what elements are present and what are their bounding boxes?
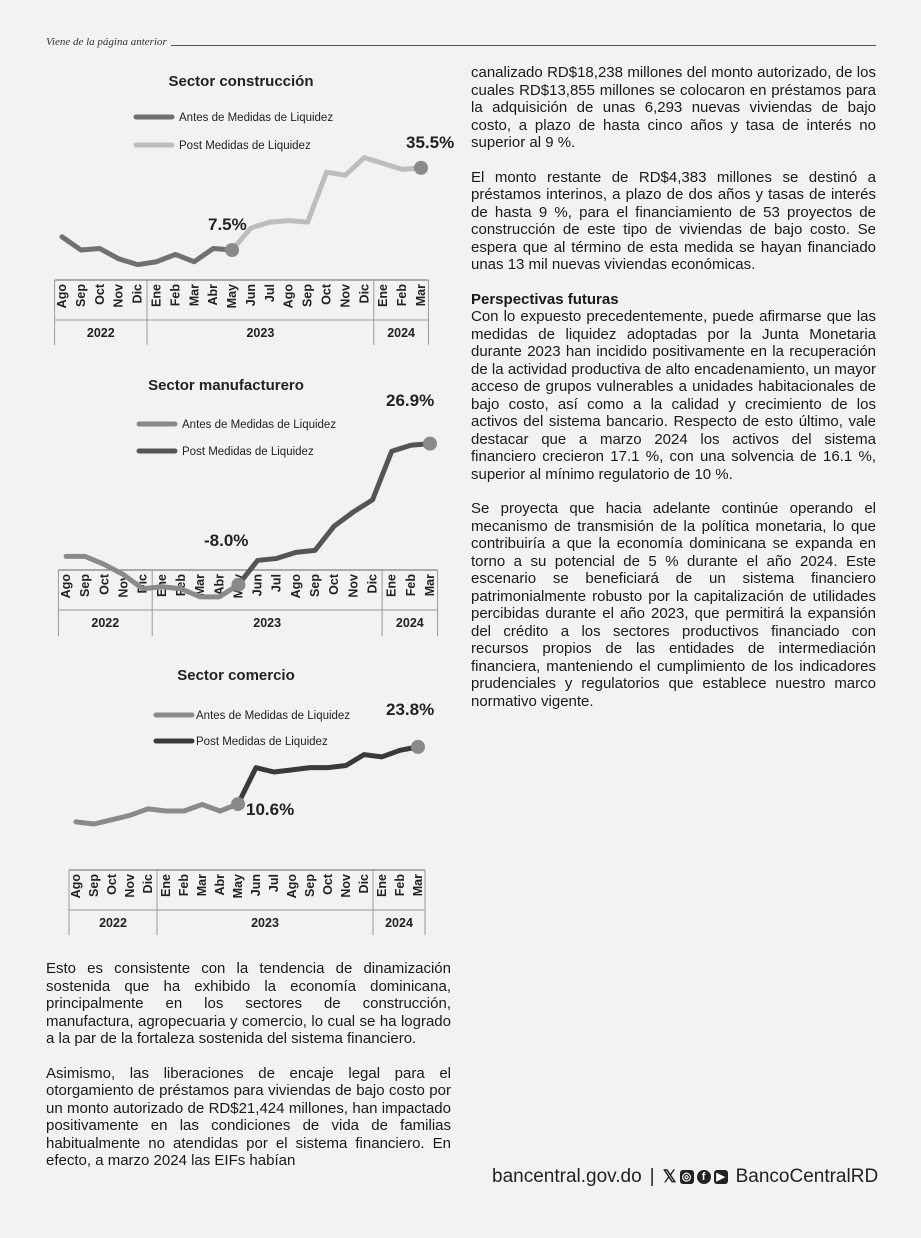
x-tick-label: Ago: [288, 574, 303, 599]
x-tick-label: Mar: [195, 874, 209, 897]
x-icon[interactable]: 𝕏: [662, 1167, 677, 1186]
legend-label-before: Antes de Medidas de Liquidez: [182, 419, 337, 431]
x-tick-label: Mar: [193, 574, 208, 597]
x-tick-label: Sep: [303, 874, 317, 897]
facebook-icon[interactable]: f: [697, 1170, 711, 1184]
left-column-text: [46, 960, 451, 1187]
legend-label-before: Antes de Medidas de Liquidez: [179, 112, 334, 124]
x-tick-label: Jun: [243, 284, 258, 307]
series-line: [238, 444, 430, 585]
x-tick-label: Nov: [116, 574, 131, 598]
year-label: 2024: [387, 326, 416, 340]
site-link[interactable]: bancentral.gov.do: [492, 1166, 642, 1187]
social-icons: [662, 1167, 728, 1186]
x-tick-label: Ene: [384, 574, 399, 597]
data-point-marker: [423, 437, 437, 451]
data-point-marker: [414, 161, 428, 175]
x-tick-label: Mar: [411, 874, 425, 897]
footer-separator: |: [649, 1166, 655, 1187]
x-tick-label: Abr: [206, 284, 221, 306]
x-tick-label: Ene: [375, 874, 389, 897]
x-tick-label: Sep: [73, 284, 88, 307]
x-tick-label: Ago: [285, 874, 299, 899]
x-tick-label: Oct: [321, 874, 335, 895]
chart-sector-manufacturero: [46, 368, 436, 643]
section-heading: Perspectivas futuras: [471, 290, 619, 308]
x-tick-label: Nov: [339, 874, 353, 898]
x-tick-label: Jul: [269, 574, 284, 593]
x-tick-label: Jun: [250, 574, 265, 597]
x-tick-label: Mar: [414, 284, 428, 307]
x-tick-label: Jul: [262, 284, 277, 303]
x-tick-label: Ene: [149, 284, 164, 307]
x-tick-label: Feb: [395, 284, 410, 307]
data-point-marker: [411, 740, 425, 754]
x-tick-label: Oct: [105, 874, 119, 895]
legend-label-after: Post Medidas de Liquidez: [182, 446, 314, 458]
x-tick-label: Feb: [403, 574, 418, 597]
paragraph: Se proyecta que hacia adelante continúe operando el mecanismo de transmisión de la política monetaria, lo que contribuiría a que la economía dominicana se expanda en torno a su potencial de 5 % durante el año 2024. Este escenario se beneficiará de un sistema financiero patrimonialmente robusto por la capitalización de utilidades percibidas durante el año 2023, que permitirá la expansión del crédito a los sectores productivos financiado con recursos propios de las entidades de intermediación financiera, manteniendo el cumplimiento de los indicadores prudenciales y regulatorios que establece nuestro marco normativo vigente.: [471, 500, 876, 710]
chart-svg: [46, 62, 455, 352]
year-label: 2022: [99, 916, 127, 930]
chart-svg: [46, 660, 436, 940]
x-tick-label: Ene: [159, 874, 173, 897]
data-label-start: 10.6%: [246, 800, 295, 819]
series-line: [238, 747, 418, 804]
data-label-end: 26.9%: [386, 391, 435, 410]
x-tick-label: Dic: [130, 284, 145, 304]
page-header: [46, 36, 876, 50]
chart-title: Sector construcción: [168, 73, 314, 90]
x-tick-label: Abr: [213, 874, 227, 896]
year-label: 2024: [385, 916, 413, 930]
x-tick-label: Feb: [177, 874, 191, 897]
x-tick-label: May: [231, 874, 245, 899]
x-tick-label: Sep: [78, 574, 93, 597]
year-label: 2023: [246, 326, 275, 340]
x-tick-label: Abr: [212, 574, 227, 596]
x-tick-label: Dic: [357, 874, 371, 894]
x-tick-label: Sep: [87, 874, 101, 897]
x-tick-label: Sep: [308, 574, 323, 597]
data-label-end: 23.8%: [386, 700, 435, 719]
year-label: 2022: [86, 326, 115, 340]
x-tick-label: May: [225, 284, 240, 309]
x-tick-label: Feb: [168, 284, 183, 307]
x-tick-label: Jun: [249, 874, 263, 897]
x-tick-label: Ene: [154, 574, 169, 597]
right-column-text: [471, 64, 876, 727]
x-tick-label: Dic: [135, 574, 150, 594]
x-tick-label: Dic: [365, 574, 380, 594]
youtube-icon[interactable]: ▶: [714, 1170, 728, 1184]
x-tick-label: Nov: [123, 874, 137, 898]
x-tick-label: Feb: [393, 874, 407, 897]
data-label-start: -8.0%: [204, 531, 249, 550]
x-tick-label: Ene: [376, 284, 391, 307]
series-line: [232, 158, 421, 250]
legend-label-before: Antes de Medidas de Liquidez: [196, 710, 351, 722]
paragraph: El monto restante de RD$4,383 millones se destinó a préstamos interinos, a plazo de dos años y tasas de interés de hasta 9 %, para el financiamiento de 53 proyectos de construcción de este tipo de viviendas de bajo costo. Se espera que al término de esta medida se hayan financiado unas 13 mil nuevas viviendas económicas.: [471, 168, 876, 273]
x-tick-label: Oct: [319, 284, 334, 305]
x-tick-label: Dic: [141, 874, 155, 894]
x-tick-label: Jul: [267, 874, 281, 893]
paragraph: Con lo expuesto precedentemente, puede afirmarse que las medidas de liquidez adoptadas por la Junta Monetaria durante 2023 han incidido positivamente en la recuperación de la actividad productiva de alto encadenamiento, un mayor acceso de grupos vulnerables a unidades habitacionales de bajo costo, así como a la calidad y crecimiento de los activos del sistema bancario. Respecto de esto último, vale destacar que a marzo 2024 los activos del sistema financiero crecieron 17.1 %, con una solvencia de 16.1 %, superior al mínimo regulatorio de 10 %.: [471, 308, 876, 483]
x-tick-label: Mar: [187, 284, 202, 307]
data-label-end: 35.5%: [406, 133, 455, 152]
paragraph: Asimismo, las liberaciones de encaje legal para el otorgamiento de préstamos para viviendas de bajo costo por un monto autorizado de RD$21,424 millones, han impactado positivamente en las condiciones de vida de familias habitualmente no atendidas por el sistema financiero. En efecto, a marzo 2024 las EIFs habían: [46, 1064, 451, 1169]
x-tick-label: Sep: [300, 284, 315, 307]
x-tick-label: Ago: [59, 574, 73, 599]
data-point-marker: [231, 578, 245, 592]
legend-label-after: Post Medidas de Liquidez: [196, 736, 328, 748]
series-line: [62, 237, 232, 265]
x-tick-label: Nov: [111, 284, 126, 308]
x-tick-label: Dic: [357, 284, 372, 304]
x-tick-label: Nov: [346, 574, 361, 598]
x-tick-label: Nov: [338, 284, 353, 308]
chart-title: Sector manufacturero: [148, 377, 304, 394]
chart-sector-comercio: [46, 660, 436, 940]
data-label-start: 7.5%: [208, 215, 247, 234]
paragraph: canalizado RD$18,238 millones del monto autorizado, de los cuales RD$13,855 millones se colocaron en préstamos para la adquisición de unas 6,293 nuevas viviendas de bajo costo, a plazo de hasta cinco años y tasa de interés no superior al 9 %.: [471, 64, 876, 151]
x-tick-label: Oct: [92, 284, 107, 305]
data-point-marker: [231, 797, 245, 811]
x-tick-label: Ago: [69, 874, 83, 899]
year-label: 2023: [251, 916, 279, 930]
paragraph: Esto es consistente con la tendencia de dinamización sostenida que ha exhibido la economía dominicana, principalmente en los sectores de construcción, manufactura, agropecuaria y comercio, lo cual se ha logrado a la par de la fortaleza sostenida del sistema financiero.: [46, 960, 451, 1047]
year-label: 2022: [91, 616, 120, 630]
social-handle[interactable]: BancoCentralRD: [735, 1166, 879, 1187]
legend-label-after: Post Medidas de Liquidez: [179, 140, 311, 152]
chart-sector-construccion: [46, 62, 455, 352]
x-tick-label: Ago: [55, 284, 69, 309]
series-line: [76, 804, 238, 824]
x-tick-label: Feb: [173, 574, 188, 597]
year-label: 2023: [253, 616, 282, 630]
continued-label: Viene de la página anterior: [46, 36, 171, 48]
x-tick-label: Ago: [281, 284, 296, 309]
data-point-marker: [225, 243, 239, 257]
year-label: 2024: [395, 616, 424, 630]
x-tick-label: Mar: [423, 574, 437, 597]
chart-svg: [46, 368, 436, 643]
x-tick-label: Oct: [327, 574, 342, 595]
chart-title: Sector comercio: [177, 667, 295, 684]
page-footer: [492, 1166, 878, 1188]
instagram-icon[interactable]: ◎: [680, 1170, 694, 1184]
x-tick-label: Oct: [97, 574, 112, 595]
